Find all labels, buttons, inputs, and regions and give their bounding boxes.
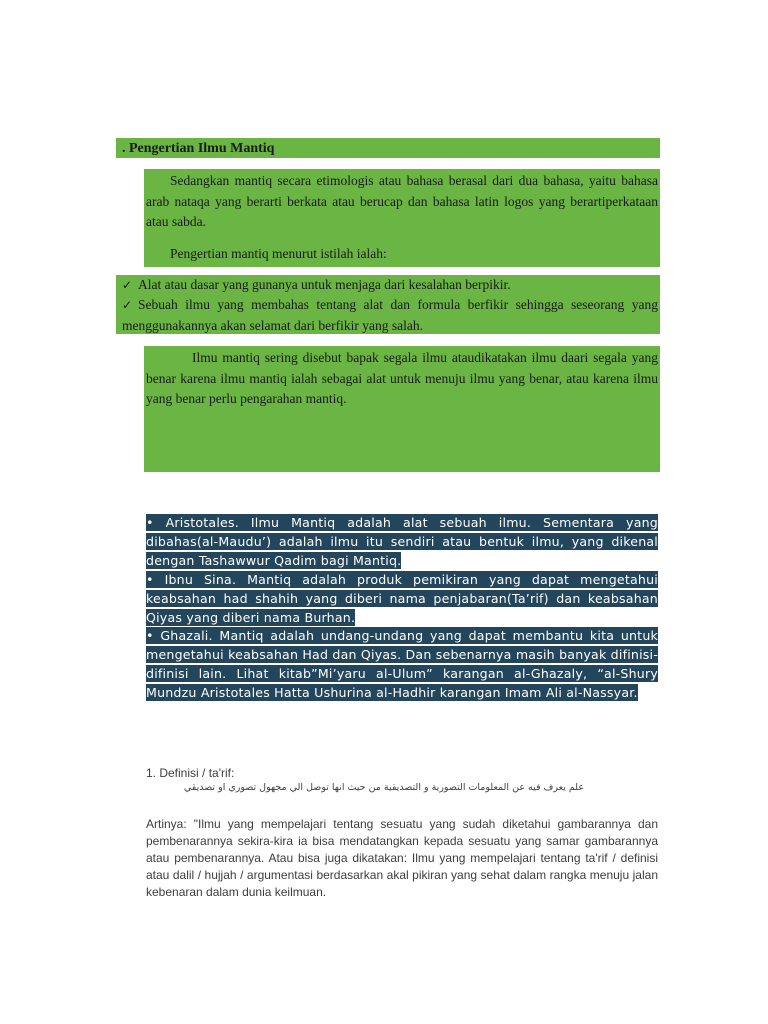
list-item-text: Alat atau dasar yang gunanya untuk menjaga dari kesalahan berpikir. (138, 277, 511, 292)
definition-ghazali (146, 627, 658, 703)
mantiq-paragraph-text: Ilmu mantiq sering disebut bapak segala ilmu ataudikatakan ilmu daari segala yang benar karena ilmu mantiq ialah sebagai alat untuk menuju ilmu yang benar, atau karena ilmu yang benar perlu pengarahan mantiq. (146, 350, 658, 406)
list-item (122, 275, 511, 296)
definition-text: • Ibnu Sina. Mantiq adalah produk pemikiran yang dapat mengetahui keabsahan had shahih yang diberi nama penjabaran(Ta’rif) dan keabsahan Qiyas yang diberi nama Burhan. (146, 571, 658, 625)
definition-ibnu-sina (146, 571, 658, 628)
checkmark-icon: ✓ (122, 298, 133, 312)
intro-subheading: Pengertian mantiq menurut istilah ialah: (170, 246, 387, 261)
definition-text: • Aristotales. Ilmu Mantiq adalah alat sebuah ilmu. Sementara yang dibahas(al-Maudu’) adalah ilmu itu sendiri atau bentuk ilmu, yang dikenal dengan Tashawwur Qadim bagi Mantiq. (146, 515, 658, 568)
section-heading: . Pengertian Ilmu Mantiq (122, 141, 275, 156)
artinya-paragraph: Artinya: "Ilmu yang mempelajari tentang sesuatu yang sudah diketahui gambarannya dan pembenarannya sekira-kira ia bisa mendatangkan kepada sesuatu yang samar gambarannya atau pembenarannya. Atau bisa juga dikatakan: Ilmu yang mempelajari tentang ta'rif / definisi atau dalil / hujjah / argumentasi berdasarkan akal pikiran yang sehat dalam rangka menuju jalan kebenaran dalam dunia keilmuan. (146, 817, 658, 899)
list-item (122, 295, 658, 336)
intro-paragraph (146, 171, 658, 233)
definition-aristotales (146, 514, 658, 571)
checkmark-icon: ✓ (122, 278, 133, 292)
arabic-definition: علم يعرف فيه عن المعلومات التصورية و التصديقية من حيث انها توصل الي مجهول تصوري او تصديقي (183, 782, 584, 793)
definitions-block (146, 514, 658, 703)
list-item-text: Sebuah ilmu yang membahas tentang alat dan formula berfikir sehingga seseorang yang menggunakannya akan selamat dari berfikir yang salah. (122, 297, 658, 333)
definition-section-title: 1. Definisi / ta'rif: (146, 766, 235, 780)
mantiq-paragraph (146, 348, 658, 410)
definition-text: • Ghazali. Mantiq adalah undang-undang yang dapat membantu kita untuk mengetahui keabsahan Had dan Qiyas. Dan sebenarnya masih banyak difinisi-difinisi lain. Lihat kitab”Mi’yaru al-Ulum” karangan al-Ghazaly, “al-Shury Mundzu Aristotales Hatta Ushurina al-Hadhir karangan Imam Ali al-Nassyar. (146, 628, 658, 701)
intro-paragraph-text: Sedangkan mantiq secara etimologis atau bahasa berasal dari dua bahasa, yaitu bahasa arab nataqa yang berarti berkata atau berucap dan bahasa latin logos yang berartiperkataan atau sabda. (146, 173, 658, 229)
